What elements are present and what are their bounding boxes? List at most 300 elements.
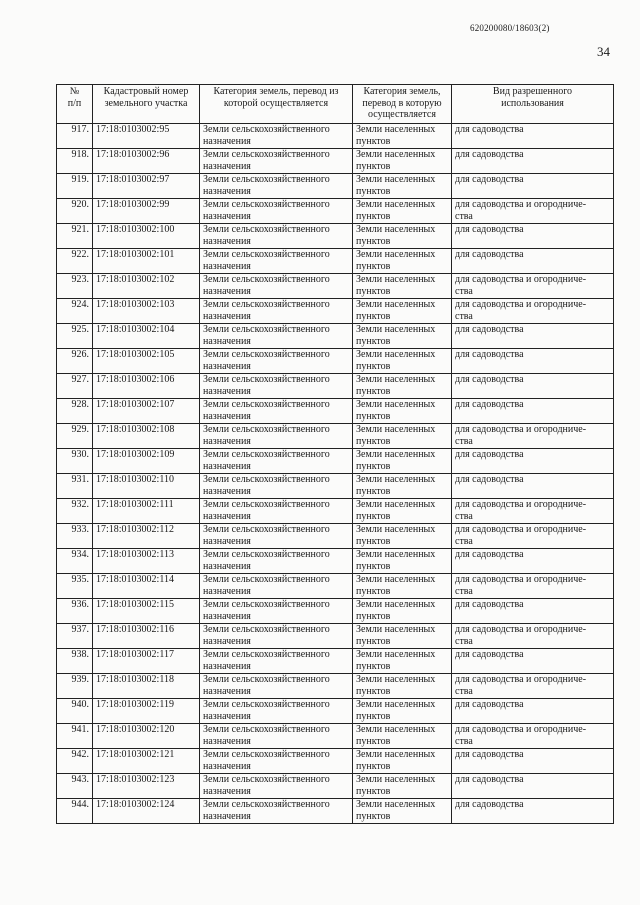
header-line: осуществляется [368,109,436,120]
cell-line: Земли сельскохозяйственного [203,149,330,160]
source-category [200,499,353,524]
target-category [353,499,452,524]
cell-line: пунктов [356,810,391,822]
table-row [57,674,614,699]
cadastral-number: 17:18:0103002:104 [93,324,200,349]
cell-line: пунктов [356,335,391,347]
table-row [57,299,614,324]
source-category [200,774,353,799]
cell-line: Земли населенных [356,549,436,560]
target-category [353,699,452,724]
cell-line: пунктов [356,685,391,697]
target-category [353,524,452,549]
header-line: использования [501,97,564,109]
row-number: 932. [57,499,93,524]
cell-line: назначения [203,760,251,772]
target-category [353,724,452,749]
table-row [57,599,614,624]
cell-line: Земли населенных [356,749,436,760]
permitted-use [452,499,614,524]
cell-line: ства [455,285,473,297]
cell-line: ства [455,510,473,522]
header-line: земельного участка [104,97,188,109]
permitted-use [452,674,614,699]
cell-line: пунктов [356,660,391,672]
target-category [353,374,452,399]
cell-line: пунктов [356,260,391,272]
target-category [353,399,452,424]
cell-line: пунктов [356,210,391,222]
cadastral-number: 17:18:0103002:105 [93,349,200,374]
target-category [353,324,452,349]
target-category [353,599,452,624]
cell-line: Земли сельскохозяйственного [203,674,330,685]
source-category [200,249,353,274]
page-number: 34 [597,44,610,59]
target-category [353,474,452,499]
header-line: п/п [67,97,82,109]
row-number: 926. [57,349,93,374]
source-category [200,149,353,174]
cell-line: для садоводства и огородниче- [455,199,587,210]
cadastral-number: 17:18:0103002:102 [93,274,200,299]
target-category [353,274,452,299]
permitted-use [452,349,614,374]
cell-line: назначения [203,660,251,672]
cadastral-number: 17:18:0103002:119 [93,699,200,724]
cell-line: Земли населенных [356,224,436,235]
column-header-permitted-use [452,85,614,124]
cell-line: назначения [203,560,251,572]
cell-line: назначения [203,285,251,297]
source-category [200,274,353,299]
cell-line: назначения [203,160,251,172]
permitted-use [452,124,614,149]
source-category [200,649,353,674]
cell-line: назначения [203,210,251,222]
table-row [57,349,614,374]
row-number: 933. [57,524,93,549]
row-number: 925. [57,324,93,349]
table-row [57,549,614,574]
cell-line: Земли населенных [356,149,436,160]
cell-line: назначения [203,735,251,747]
cadastral-number: 17:18:0103002:112 [93,524,200,549]
table-row [57,449,614,474]
cell-line: назначения [203,635,251,647]
cell-line: Земли сельскохозяйственного [203,699,330,710]
row-number: 943. [57,774,93,799]
row-number: 927. [57,374,93,399]
table-row [57,799,614,824]
target-category [353,199,452,224]
table-row [57,374,614,399]
cell-line: для садоводства [455,124,524,135]
permitted-use [452,374,614,399]
header-line: № [69,86,80,97]
target-category [353,799,452,824]
cell-line: Земли населенных [356,499,436,510]
cell-line: Земли сельскохозяйственного [203,599,330,610]
cell-line: назначения [203,310,251,322]
table-row [57,224,614,249]
cell-line: пунктов [356,385,391,397]
table-row [57,399,614,424]
cell-line: пунктов [356,760,391,772]
table-row [57,149,614,174]
cell-line: Земли сельскохозяйственного [203,574,330,585]
table-row [57,199,614,224]
column-header-target-category [353,85,452,124]
target-category [353,124,452,149]
land-register-table [56,84,614,824]
cell-line: назначения [203,360,251,372]
permitted-use [452,174,614,199]
table-row [57,474,614,499]
row-number: 923. [57,274,93,299]
cadastral-number: 17:18:0103002:108 [93,424,200,449]
cell-line: для садоводства [455,474,524,485]
source-category [200,574,353,599]
permitted-use [452,224,614,249]
cadastral-number: 17:18:0103002:99 [93,199,200,224]
cell-line: назначения [203,785,251,797]
cell-line: для садоводства [455,699,524,710]
cell-line: для садоводства [455,774,524,785]
target-category [353,449,452,474]
cell-line: Земли сельскохозяйственного [203,174,330,185]
permitted-use [452,799,614,824]
cell-line: Земли населенных [356,274,436,285]
cell-line: для садоводства и огородниче- [455,299,587,310]
cell-line: назначения [203,260,251,272]
cell-line: пунктов [356,310,391,322]
target-category [353,224,452,249]
source-category [200,674,353,699]
row-number: 942. [57,749,93,774]
cell-line: назначения [203,685,251,697]
cell-line: назначения [203,185,251,197]
row-number: 940. [57,699,93,724]
cell-line: ства [455,535,473,547]
cell-line: Земли сельскохозяйственного [203,199,330,210]
cell-line: Земли сельскохозяйственного [203,474,330,485]
cadastral-number: 17:18:0103002:100 [93,224,200,249]
cell-line: пунктов [356,785,391,797]
row-number: 921. [57,224,93,249]
cell-line: Земли населенных [356,574,436,585]
source-category [200,224,353,249]
cell-line: для садоводства и огородниче- [455,724,587,735]
target-category [353,149,452,174]
permitted-use [452,149,614,174]
cell-line: Земли сельскохозяйственного [203,749,330,760]
cadastral-number: 17:18:0103002:124 [93,799,200,824]
cell-line: для садоводства [455,449,524,460]
row-number: 922. [57,249,93,274]
source-category [200,474,353,499]
cell-line: Земли населенных [356,124,436,135]
row-number: 917. [57,124,93,149]
column-header-number [57,85,93,124]
cadastral-number: 17:18:0103002:97 [93,174,200,199]
table-row [57,624,614,649]
target-category [353,749,452,774]
cell-line: Земли населенных [356,174,436,185]
cell-line: назначения [203,435,251,447]
table-row [57,499,614,524]
permitted-use [452,749,614,774]
cell-line: пунктов [356,435,391,447]
permitted-use [452,624,614,649]
cell-line: для садоводства [455,599,524,610]
source-category [200,624,353,649]
cell-line: пунктов [356,735,391,747]
cell-line: ства [455,635,473,647]
column-header-source-category [200,85,353,124]
permitted-use [452,324,614,349]
row-number: 936. [57,599,93,624]
cell-line: Земли населенных [356,399,436,410]
cell-line: назначения [203,135,251,147]
table-row [57,649,614,674]
cell-line: назначения [203,335,251,347]
cell-line: пунктов [356,360,391,372]
cell-line: пунктов [356,535,391,547]
cell-line: для садоводства [455,399,524,410]
cell-line: пунктов [356,185,391,197]
cadastral-number: 17:18:0103002:114 [93,574,200,599]
permitted-use [452,524,614,549]
row-number: 918. [57,149,93,174]
cell-line: пунктов [356,510,391,522]
table-row [57,724,614,749]
cell-line: назначения [203,535,251,547]
cell-line: для садоводства [455,349,524,360]
header-line: Категория земель, [363,86,441,97]
source-category [200,724,353,749]
target-category [353,349,452,374]
cell-line: ства [455,735,473,747]
cadastral-number: 17:18:0103002:110 [93,474,200,499]
permitted-use [452,199,614,224]
cadastral-number: 17:18:0103002:121 [93,749,200,774]
cell-line: Земли сельскохозяйственного [203,549,330,560]
cadastral-number: 17:18:0103002:113 [93,549,200,574]
source-category [200,324,353,349]
cadastral-number: 17:18:0103002:117 [93,649,200,674]
cell-line: для садоводства и огородниче- [455,624,587,635]
cadastral-number: 17:18:0103002:95 [93,124,200,149]
source-category [200,424,353,449]
cadastral-number: 17:18:0103002:103 [93,299,200,324]
cell-line: ства [455,685,473,697]
permitted-use [452,299,614,324]
table-row [57,699,614,724]
permitted-use [452,699,614,724]
cell-line: Земли населенных [356,724,436,735]
cell-line: Земли сельскохозяйственного [203,774,330,785]
cell-line: пунктов [356,460,391,472]
cell-line: Земли населенных [356,674,436,685]
cadastral-number: 17:18:0103002:101 [93,249,200,274]
document-code: 620200080/18603(2) [470,23,550,33]
source-category [200,299,353,324]
cell-line: Земли сельскохозяйственного [203,799,330,810]
row-number: 935. [57,574,93,599]
cell-line: Земли сельскохозяйственного [203,724,330,735]
cell-line: Земли населенных [356,299,436,310]
cell-line: пунктов [356,635,391,647]
table-body [57,124,614,824]
table-row [57,124,614,149]
source-category [200,399,353,424]
cell-line: Земли сельскохозяйственного [203,449,330,460]
table-row [57,524,614,549]
cell-line: для садоводства [455,149,524,160]
row-number: 937. [57,624,93,649]
row-number: 941. [57,724,93,749]
cell-line: Земли населенных [356,474,436,485]
cadastral-number: 17:18:0103002:109 [93,449,200,474]
cell-line: для садоводства [455,224,524,235]
source-category [200,374,353,399]
target-category [353,674,452,699]
permitted-use [452,549,614,574]
cadastral-number: 17:18:0103002:96 [93,149,200,174]
cell-line: Земли сельскохозяйственного [203,324,330,335]
cadastral-number: 17:18:0103002:107 [93,399,200,424]
row-number: 924. [57,299,93,324]
row-number: 920. [57,199,93,224]
cell-line: Земли сельскохозяйственного [203,224,330,235]
permitted-use [452,274,614,299]
permitted-use [452,474,614,499]
row-number: 919. [57,174,93,199]
header-line: перевод в которую [362,97,442,109]
target-category [353,424,452,449]
cell-line: Земли населенных [356,199,436,210]
cell-line: Земли сельскохозяйственного [203,424,330,435]
row-number: 939. [57,674,93,699]
permitted-use [452,399,614,424]
row-number: 944. [57,799,93,824]
cell-line: для садоводства [455,799,524,810]
permitted-use [452,599,614,624]
cadastral-number: 17:18:0103002:120 [93,724,200,749]
table-row [57,774,614,799]
row-number: 929. [57,424,93,449]
cell-line: Земли населенных [356,449,436,460]
cell-line: пунктов [356,585,391,597]
cell-line: Земли населенных [356,249,436,260]
cell-line: ства [455,585,473,597]
cell-line: Земли сельскохозяйственного [203,274,330,285]
cell-line: пунктов [356,235,391,247]
cell-line: для садоводства и огородниче- [455,574,587,585]
cell-line: Земли населенных [356,599,436,610]
cell-line: Земли населенных [356,799,436,810]
cell-line: Земли населенных [356,774,436,785]
target-category [353,174,452,199]
cadastral-number: 17:18:0103002:111 [93,499,200,524]
cell-line: для садоводства [455,324,524,335]
header-line: Кадастровый номер [103,86,189,97]
permitted-use [452,649,614,674]
source-category [200,524,353,549]
target-category [353,649,452,674]
cell-line: для садоводства [455,174,524,185]
cell-line: для садоводства и огородниче- [455,499,587,510]
target-category [353,574,452,599]
target-category [353,549,452,574]
source-category [200,549,353,574]
cell-line: пунктов [356,285,391,297]
cadastral-number: 17:18:0103002:116 [93,624,200,649]
cell-line: назначения [203,710,251,722]
target-category [353,624,452,649]
permitted-use [452,424,614,449]
column-header-cadastral-number [93,85,200,124]
cell-line: Земли сельскохозяйственного [203,624,330,635]
source-category [200,349,353,374]
cell-line: назначения [203,510,251,522]
table-header-row [57,85,614,124]
cell-line: Земли населенных [356,624,436,635]
source-category [200,599,353,624]
cell-line: для садоводства [455,549,524,560]
table-row [57,574,614,599]
cell-line: для садоводства [455,374,524,385]
header-line: которой осуществляется [223,97,329,109]
permitted-use [452,574,614,599]
cell-line: назначения [203,460,251,472]
cell-line: пунктов [356,485,391,497]
cadastral-number: 17:18:0103002:115 [93,599,200,624]
cadastral-number: 17:18:0103002:123 [93,774,200,799]
cell-line: назначения [203,610,251,622]
cell-line: ства [455,210,473,222]
cell-line: пунктов [356,610,391,622]
cell-line: Земли населенных [356,374,436,385]
cell-line: Земли сельскохозяйственного [203,499,330,510]
cell-line: пунктов [356,160,391,172]
cell-line: для садоводства и огородниче- [455,274,587,285]
permitted-use [452,249,614,274]
cadastral-number: 17:18:0103002:106 [93,374,200,399]
cell-line: назначения [203,485,251,497]
cell-line: Земли сельскохозяйственного [203,374,330,385]
row-number: 931. [57,474,93,499]
permitted-use [452,774,614,799]
cell-line: ства [455,310,473,322]
cell-line: назначения [203,385,251,397]
target-category [353,249,452,274]
cell-line: Земли сельскохозяйственного [203,649,330,660]
cell-line: Земли населенных [356,349,436,360]
cell-line: пунктов [356,560,391,572]
source-category [200,199,353,224]
cell-line: пунктов [356,710,391,722]
source-category [200,174,353,199]
table-row [57,749,614,774]
cell-line: Земли сельскохозяйственного [203,299,330,310]
cell-line: Земли населенных [356,524,436,535]
table-row [57,424,614,449]
cell-line: для садоводства [455,649,524,660]
cell-line: Земли сельскохозяйственного [203,349,330,360]
table-row [57,174,614,199]
